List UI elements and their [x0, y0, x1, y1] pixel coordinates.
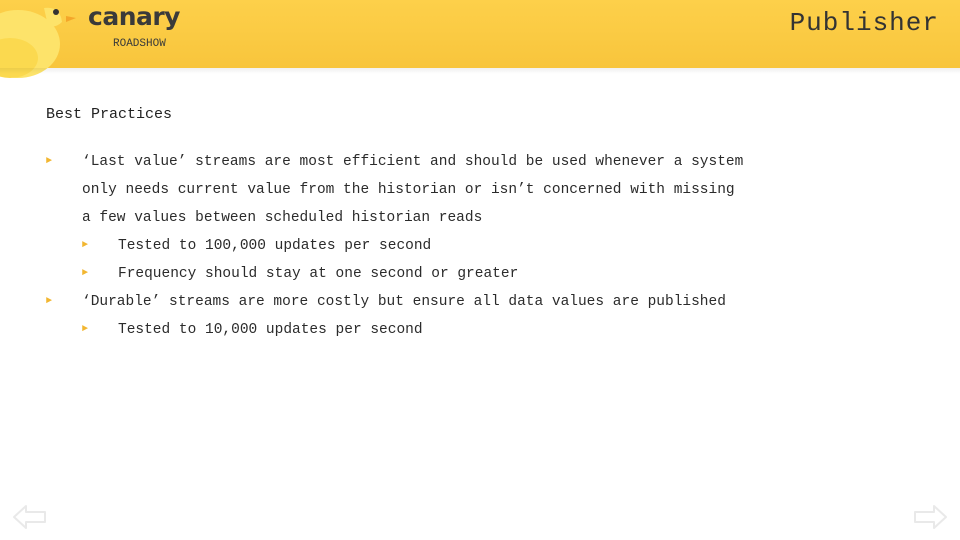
sub-bullet-text: Tested to 100,000 updates per second	[118, 238, 432, 254]
section-title: Best Practices	[46, 106, 173, 123]
header-shadow	[0, 68, 960, 74]
bullet-marker-icon: ►	[46, 156, 53, 167]
bullet-text: ‘Durable’ streams are more costly but ensure all data values are published	[82, 294, 726, 310]
bullet-text: a few values between scheduled historian reads	[82, 210, 483, 226]
bullet-text: only needs current value from the historian or isn’t concerned with missing	[82, 182, 735, 198]
header-bar	[0, 0, 960, 68]
bullet-text: ‘Last value’ streams are most efficient and should be used whenever a system	[82, 154, 744, 170]
arrow-right-outline-icon[interactable]	[912, 502, 948, 532]
bullet-marker-icon: ►	[46, 296, 53, 307]
slide-title: Publisher	[789, 8, 939, 38]
sub-bullet-marker-icon: ►	[82, 268, 89, 279]
sub-bullet-marker-icon: ►	[82, 240, 89, 251]
arrow-left-outline-icon[interactable]	[12, 502, 48, 532]
brand-name: canary	[88, 2, 180, 31]
sub-bullet-marker-icon: ►	[82, 324, 89, 335]
brand-subtitle: ROADSHOW	[113, 38, 166, 50]
sub-bullet-text: Frequency should stay at one second or greater	[118, 266, 519, 282]
canary-bird-logo-icon	[0, 0, 90, 90]
sub-bullet-text: Tested to 10,000 updates per second	[118, 322, 423, 338]
